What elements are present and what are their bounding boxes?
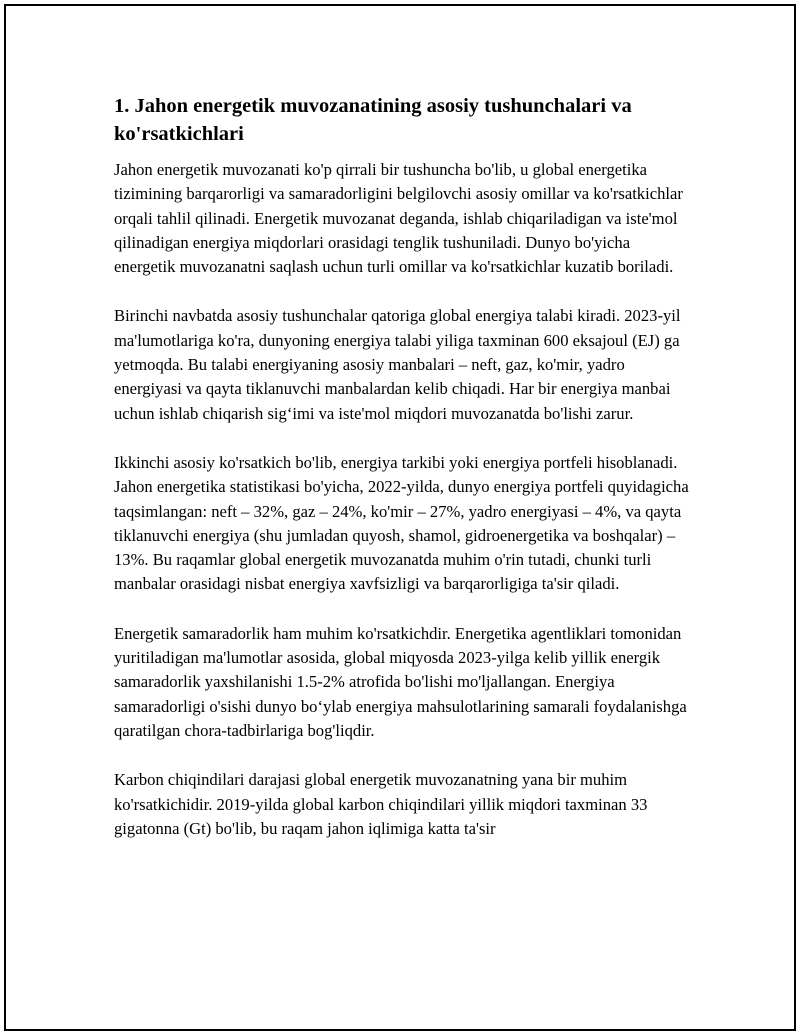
document-body	[114, 92, 694, 866]
paragraph-energy-mix: Ikkinchi asosiy ko'rsatkich bo'lib, energiya tarkibi yoki energiya portfeli hisoblanadi. Jahon energetika statistikasi bo'yicha, 2022-yilda, dunyo energiya portfeli quyidagicha taqsimlangan: neft – 32%, gaz – 24%, ko'mir – 27%, yadro energiyasi – 4%, va qayta tiklanuvchi energiya (shu jumladan quyosh, shamol, gidroenergetika va boshqalar) – 13%. Bu raqamlar global energetik muvozanatda muhim o'rin tutadi, chunki turli manbalar orasidagi nisbat energiya xavfsizligi va barqarorligiga ta'sir qiladi.	[114, 452, 689, 594]
paragraph-overview: Jahon energetik muvozanati ko'p qirrali bir tushuncha bo'lib, u global energetika tizimining barqarorligi va samaradorligini belgilovchi asosiy omillar va ko'rsatkichlar orqali tahlil qilinadi. Energetik muvozanat deganda, ishlab chiqariladigan va iste'mol qilinadigan energiya miqdorlari orasidagi tenglik tushuniladi. Dunyo bo'yicha energetik muvozanatni saqlash uchun turli omillar va ko'rsatkichlar kuzatib boriladi.	[114, 160, 683, 277]
paragraph-energy-demand: Birinchi navbatda asosiy tushunchalar qatoriga global energiya talabi kiradi. 2023-yil ma'lumotlariga ko'ra, dunyoning energiya talabi yiliga taxminan 600 eksajoul (EJ) ga yetmoqda. Bu talabi energiyaning asosiy manbalari – neft, gaz, ko'mir, yadro energiyasi va qayta tiklanuvchi manbalardan kelib chiqadi. Har bir energiya manbai uchun ishlab chiqarish sig‘imi va iste'mol miqdori muvozanatda bo'lishi zarur.	[114, 306, 681, 423]
section-heading: 1. Jahon energetik muvozanatining asosiy tushunchalari va ko'rsatkichlari	[114, 95, 632, 145]
paragraph-carbon-emissions: Karbon chiqindilari darajasi global energetik muvozanatning yana bir muhim ko'rsatkichidir. 2019-yilda global karbon chiqindilari yillik miqdori taxminan 33 gigatonna (Gt) bo'lib, bu raqam jahon iqlimiga katta ta'sir	[114, 770, 648, 838]
paragraph-energy-efficiency: Energetik samaradorlik ham muhim ko'rsatkichdir. Energetika agentliklari tomonidan yuritiladigan ma'lumotlar asosida, global miqyosda 2023-yilga kelib yillik energik samaradorlik yaxshilanishi 1.5-2% atrofida bo'lishi mo'ljallangan. Energiya samaradorligi o'sishi dunyo bo‘ylab energiya mahsulotlarining samarali foydalanishga qaratilgan chora-tadbirlariga bog'liqdir.	[114, 623, 687, 740]
